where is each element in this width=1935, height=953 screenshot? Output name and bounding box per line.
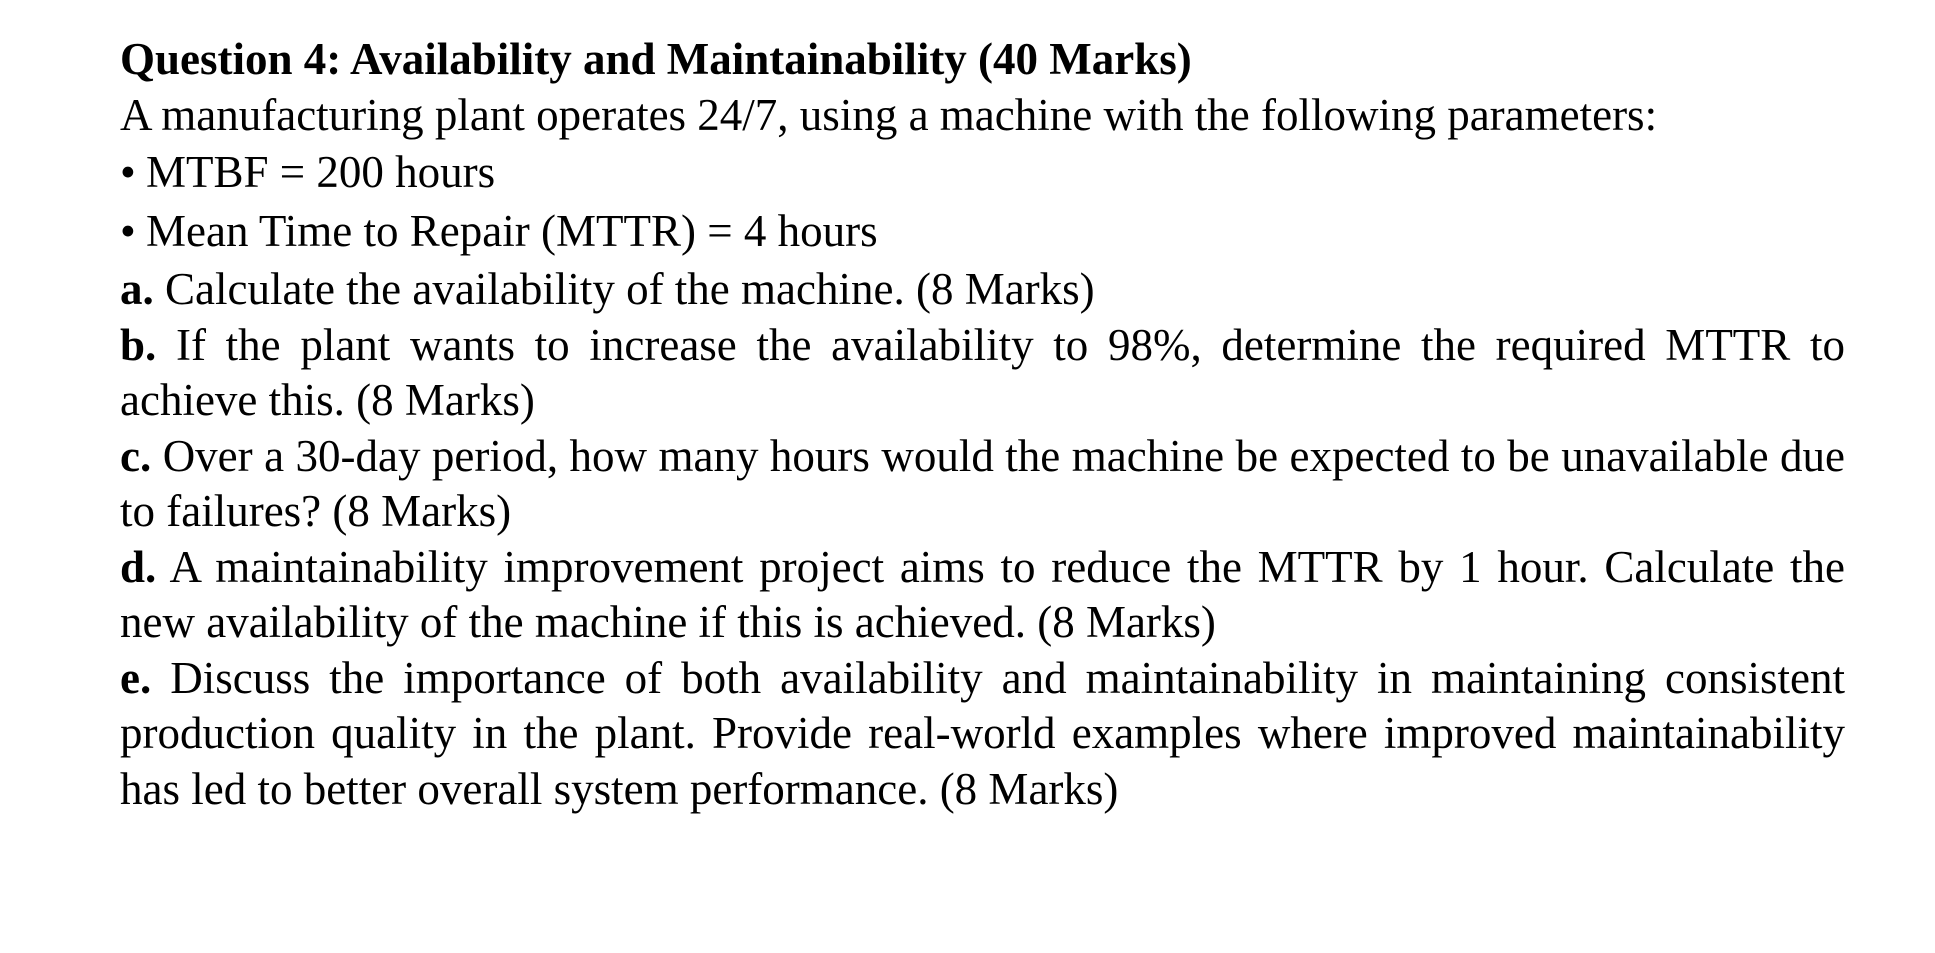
- question-title: Question 4: Availability and Maintainability (40 Marks): [120, 34, 1192, 84]
- part-letter: d.: [120, 541, 157, 592]
- part-text: A maintainability improvement project aims to reduce the MTTR by 1 hour. Calculate the new availability of the machine if this is achieved. (8 Marks): [120, 541, 1845, 647]
- part-c: [120, 429, 1845, 540]
- part-text: If the plant wants to increase the availability to 98%, determine the required MTTR to achieve this. (8 Marks): [120, 319, 1846, 425]
- part-letter: c.: [120, 430, 152, 481]
- part-b: [120, 318, 1845, 429]
- parameter-mttr: [120, 202, 1845, 261]
- parameter-mtbf: [120, 143, 1845, 202]
- parameter-text: Mean Time to Repair (MTTR) = 4 hours: [146, 206, 878, 256]
- question-document: [120, 32, 1845, 817]
- part-letter: e.: [120, 652, 152, 703]
- bullet-icon: •: [120, 206, 136, 256]
- part-a: [120, 262, 1845, 318]
- bullet-icon: •: [120, 147, 136, 197]
- part-d: [120, 540, 1845, 651]
- question-intro: A manufacturing plant operates 24/7, using a machine with the following parameters:: [120, 89, 1658, 140]
- part-text: Calculate the availability of the machine. (8 Marks): [165, 264, 1095, 314]
- part-text: Over a 30-day period, how many hours would the machine be expected to be unavailable due to failures? (8 Marks): [120, 430, 1846, 536]
- parameter-text: MTBF = 200 hours: [146, 147, 496, 197]
- part-letter: b.: [120, 319, 157, 370]
- part-e: [120, 651, 1845, 818]
- part-text: Discuss the importance of both availability and maintainability in maintaining consistent production quality in the plant. Provide real-world examples where improved maintainability has led to better overall system performance. (8 Marks): [120, 652, 1846, 814]
- part-letter: a.: [120, 264, 154, 314]
